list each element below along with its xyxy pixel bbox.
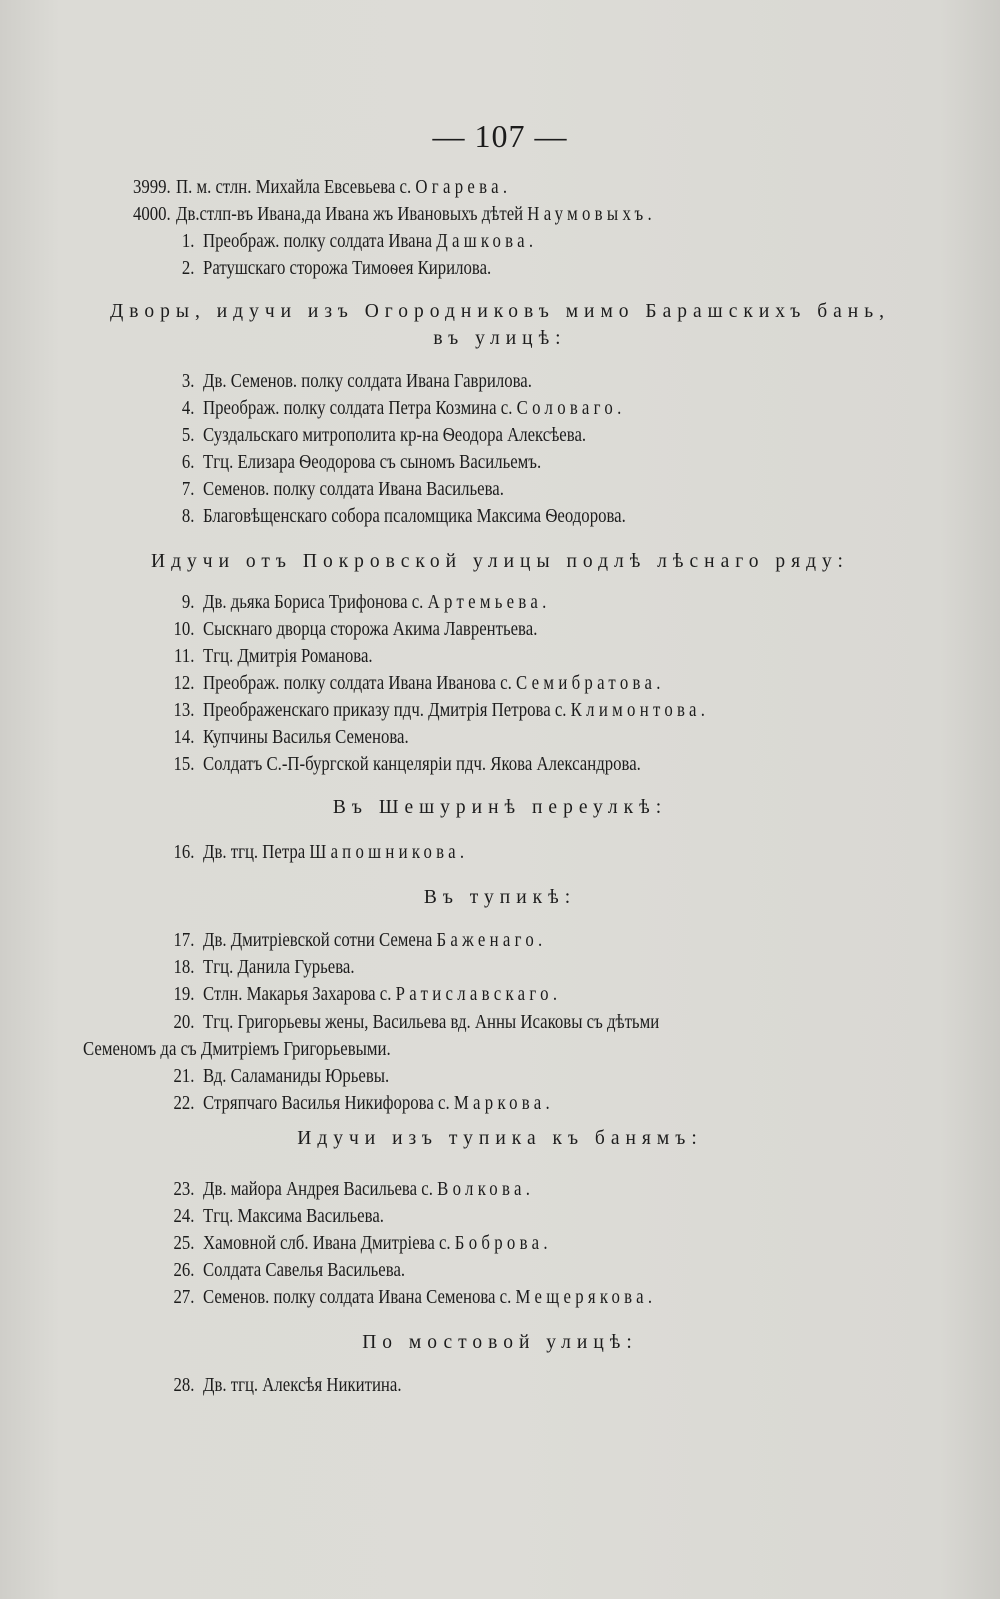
entry-number: 4. bbox=[181, 398, 195, 419]
heading-mostovaya-ulitsa: По мостовой улицѣ: bbox=[362, 1332, 638, 1353]
heading-dvory-line2: въ улицѣ: bbox=[433, 328, 567, 349]
entry-text: Преображ. полку солдата Ивана Иванова с. bbox=[203, 673, 516, 694]
entry-number: 24. bbox=[173, 1206, 195, 1227]
heading-dvory-line1: Дворы, идучи изъ Огородниковъ мимо Барашскихъ бань, bbox=[109, 301, 891, 322]
entry-spaced-surname: Семибратова. bbox=[515, 673, 665, 694]
entry-line bbox=[160, 645, 373, 669]
entry-line bbox=[160, 505, 626, 529]
entry-number: 8. bbox=[181, 506, 195, 527]
entry-text: Суздальскаго митрополита кр-на Ѳеодора Алексѣева. bbox=[203, 425, 587, 446]
entry-line bbox=[160, 451, 541, 475]
entry-number: 5. bbox=[181, 425, 195, 446]
entry-number: 18. bbox=[173, 957, 195, 978]
entry-number: 21. bbox=[173, 1066, 195, 1087]
entry-line bbox=[160, 841, 468, 865]
heading-iz-tupika: Идучи изъ тупика къ банямъ: bbox=[297, 1128, 703, 1149]
entry-number: 4000. bbox=[133, 204, 171, 225]
entry-text: Тгц. Максима Васильева. bbox=[203, 1206, 384, 1227]
entry-line bbox=[160, 591, 551, 615]
entry-text: Дв. тгц. Алексѣя Никитина. bbox=[203, 1375, 402, 1396]
entry-text: Солдатъ С.-П-бургской канцеляріи пдч. Якова Александрова. bbox=[203, 754, 641, 775]
entry-spaced-surname: Маркова. bbox=[453, 1093, 555, 1114]
entry-number: 6. bbox=[181, 452, 195, 473]
heading-tupik: Въ тупикѣ: bbox=[423, 887, 577, 908]
entry-number: 2. bbox=[181, 258, 195, 279]
entry-spaced-surname: Мещерякова. bbox=[515, 1287, 657, 1308]
entry-spaced-surname: Ратиславскаго. bbox=[395, 984, 562, 1005]
entry-number: 16. bbox=[173, 842, 195, 863]
entry-text: Дв. Дмитріевской сотни Семена bbox=[203, 930, 437, 951]
entry-line bbox=[160, 370, 532, 394]
entry-text: Вд. Саламаниды Юрьевы. bbox=[203, 1066, 390, 1087]
entry-line bbox=[160, 726, 409, 750]
entry-text: Солдата Савелья Васильева. bbox=[203, 1260, 406, 1281]
entry-text: Семенов. полку солдата Ивана Васильева. bbox=[203, 479, 504, 500]
entry-line bbox=[160, 672, 665, 696]
entry-text: Преображенскаго приказу пдч. Дмитрія Петрова с. bbox=[203, 700, 571, 721]
entry-number: 22. bbox=[173, 1093, 195, 1114]
entry-spaced-surname: Климонтова. bbox=[570, 700, 710, 721]
entry-number: 10. bbox=[173, 619, 195, 640]
entry-line bbox=[160, 956, 355, 980]
entry-text: Тгц. Дмитрія Романова. bbox=[203, 646, 373, 667]
entry-line bbox=[160, 257, 491, 281]
entry-line bbox=[160, 1065, 389, 1089]
entry-text: Дв. Семенов. полку солдата Ивана Гаврилова. bbox=[203, 371, 532, 392]
entry-line bbox=[160, 230, 537, 254]
entry-number: 12. bbox=[173, 673, 195, 694]
entry-line bbox=[160, 478, 504, 502]
entry-line bbox=[160, 929, 547, 953]
entry-text: Стряпчаго Василья Никифорова с. bbox=[203, 1093, 454, 1114]
entry-spaced-surname: Шапошникова. bbox=[309, 842, 469, 863]
entry-number: 11. bbox=[174, 646, 195, 667]
entry-text: Дв. тгц. Петра bbox=[203, 842, 310, 863]
entry-spaced-surname: Боброва. bbox=[454, 1233, 552, 1254]
entry-text: Ратушскаго сторожа Тимоѳея Кирилова. bbox=[203, 258, 492, 279]
entry-spaced-surname: Наумовыхъ. bbox=[527, 204, 656, 225]
entry-line bbox=[160, 1286, 656, 1310]
entry-number: 15. bbox=[173, 754, 195, 775]
entry-text: Дв.стлп-въ Ивана,да Ивана жъ Ивановыхъ дѣтей bbox=[176, 204, 528, 225]
entry-text: Стлн. Макарья Захарова с. bbox=[203, 984, 396, 1005]
entry-spaced-surname: Баженаго. bbox=[436, 930, 547, 951]
entry-number: 14. bbox=[173, 727, 195, 748]
page-number: — 107 — bbox=[432, 118, 568, 154]
entry-line bbox=[160, 424, 586, 448]
entry-number: 3. bbox=[181, 371, 195, 392]
entry-spaced-surname: Огарева. bbox=[415, 177, 512, 198]
entry-spaced-surname: Соловаго. bbox=[516, 398, 626, 419]
heading-pokrovskoy: Идучи отъ Покровской улицы подлѣ лѣснаго ряду: bbox=[151, 551, 849, 572]
entry-number: 19. bbox=[173, 984, 195, 1005]
entry-line bbox=[160, 1178, 534, 1202]
entry-text: Дв. майора Андрея Васильева с. bbox=[203, 1179, 438, 1200]
entry-number: 17. bbox=[173, 930, 195, 951]
entry-number: 3999. bbox=[133, 177, 171, 198]
entry-spaced-surname: Волкова. bbox=[437, 1179, 535, 1200]
entry-number: 23. bbox=[173, 1179, 195, 1200]
entry-text: Сыскнаго дворца сторожа Акима Лаврентьева. bbox=[203, 619, 538, 640]
entry-line bbox=[133, 176, 511, 200]
entry-number: 20. bbox=[173, 1012, 195, 1033]
entry-text: П. м. стлн. Михайла Евсевьева с. bbox=[176, 177, 416, 198]
entry-line bbox=[160, 618, 537, 642]
entry-text: Купчины Василья Семенова. bbox=[203, 727, 409, 748]
entry-text: Хамовной слб. Ивана Дмитріева с. bbox=[203, 1233, 455, 1254]
heading-sheshurin-pereulok: Въ Шешуринѣ переулкѣ: bbox=[332, 797, 668, 818]
entry-line bbox=[160, 1205, 384, 1229]
entry-line bbox=[160, 1011, 659, 1035]
entry-line bbox=[133, 203, 656, 227]
entry-line bbox=[160, 753, 641, 777]
entry-number: 13. bbox=[173, 700, 195, 721]
entry-text: Дв. дьяка Бориса Трифонова с. bbox=[203, 592, 428, 613]
entry-text: Преображ. полку солдата Петра Козмина с. bbox=[203, 398, 517, 419]
entry-line bbox=[160, 1259, 405, 1283]
entry-line bbox=[160, 1232, 552, 1256]
entry-line bbox=[160, 1374, 402, 1398]
entry-spaced-surname: Артемьева. bbox=[427, 592, 551, 613]
entry-number: 27. bbox=[173, 1287, 195, 1308]
entry-number: 26. bbox=[173, 1260, 195, 1281]
entry-20-continuation: Семеномъ да съ Дмитріемъ Григорьевыми. bbox=[83, 1039, 391, 1060]
entry-line bbox=[160, 1092, 554, 1116]
entry-text: Семенов. полку солдата Ивана Семенова с. bbox=[203, 1287, 516, 1308]
entry-text: Тгц. Данила Гурьева. bbox=[203, 957, 355, 978]
entry-text: Тгц. Елизара Ѳеодорова съ сыномъ Васильемъ. bbox=[203, 452, 542, 473]
entry-number: 25. bbox=[173, 1233, 195, 1254]
entry-number: 1. bbox=[181, 231, 195, 252]
entry-text: Благовѣщенскаго собора псаломщика Максима Ѳеодорова. bbox=[203, 506, 626, 527]
entry-number: 28. bbox=[173, 1375, 195, 1396]
entry-text: Преображ. полку солдата Ивана bbox=[203, 231, 437, 252]
entry-line bbox=[160, 397, 626, 421]
entry-line bbox=[160, 983, 561, 1007]
entry-number: 7. bbox=[181, 479, 195, 500]
entry-spaced-surname: Дашкова. bbox=[436, 231, 538, 252]
entry-line bbox=[160, 699, 709, 723]
entry-number: 9. bbox=[181, 592, 195, 613]
entry-text: Тгц. Григорьевы жены, Васильева вд. Анны Исаковы съ дѣтьми bbox=[203, 1012, 660, 1033]
